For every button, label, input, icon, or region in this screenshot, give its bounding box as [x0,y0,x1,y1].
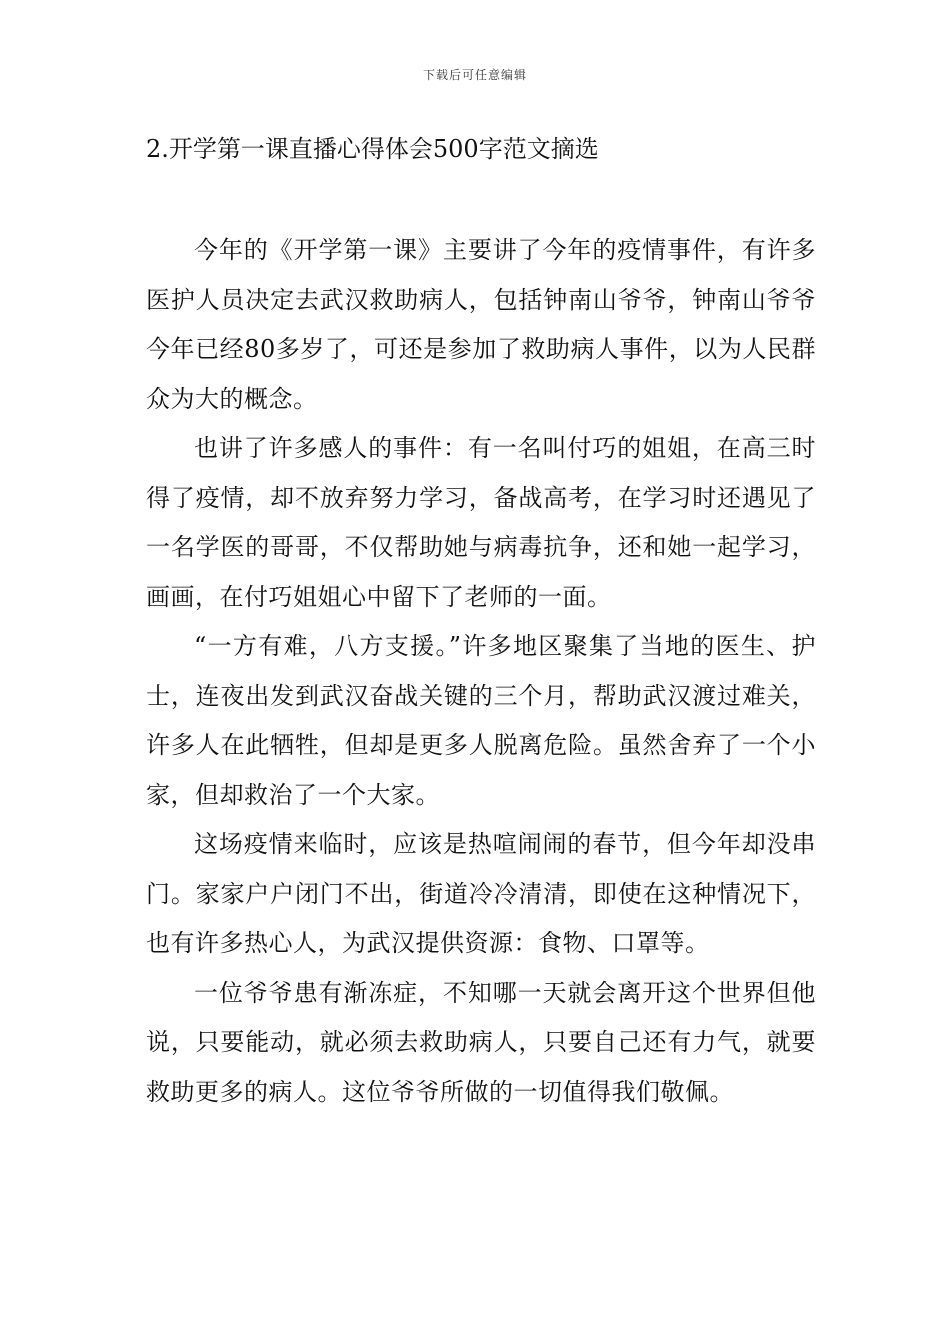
paragraph: 这场疫情来临时，应该是热喧闹闹的春节，但今年却没串门。家家户户闭门不出，街道冷冷清清，即使在这种情况下，也有许多热心人，为武汉提供资源：食物、口罩等。 [146,830,816,957]
document-title: 2.开学第一课直播心得体会500字范文摘选 [146,135,599,163]
paragraph: 今年的《开学第一课》主要讲了今年的疫情事件，有许多医护人员决定去武汉救助病人，包括钟南山爷爷，钟南山爷爷今年已经80多岁了，可还是参加了救助病人事件，以为人民群众为大的概念。 [146,236,816,413]
paragraph: 也讲了许多感人的事件：有一名叫付巧的姐姐，在高三时得了疫情，却不放弃努力学习，备战高考，在学习时还遇见了一名学医的哥哥，不仅帮助她与病毒抗争，还和她一起学习，画画，在付巧姐姐心中留下了老师的一面。 [146,434,816,611]
document-body [146,226,816,1117]
header-note: 下载后可任意编辑 [422,68,527,82]
paragraph: “一方有难，八方支援。”许多地区聚集了当地的医生、护士，连夜出发到武汉奋战关键的三个月，帮助武汉渡过难关，许多人在此牺牲，但却是更多人脱离危险。虽然舍弃了一个小家，但却救治了一个大家。 [146,632,816,809]
paragraph: 一位爷爷患有渐冻症，不知哪一天就会离开这个世界但他说，只要能动，就必须去救助病人，只要自己还有力气，就要救助更多的病人。这位爷爷所做的一切值得我们敬佩。 [146,978,816,1106]
